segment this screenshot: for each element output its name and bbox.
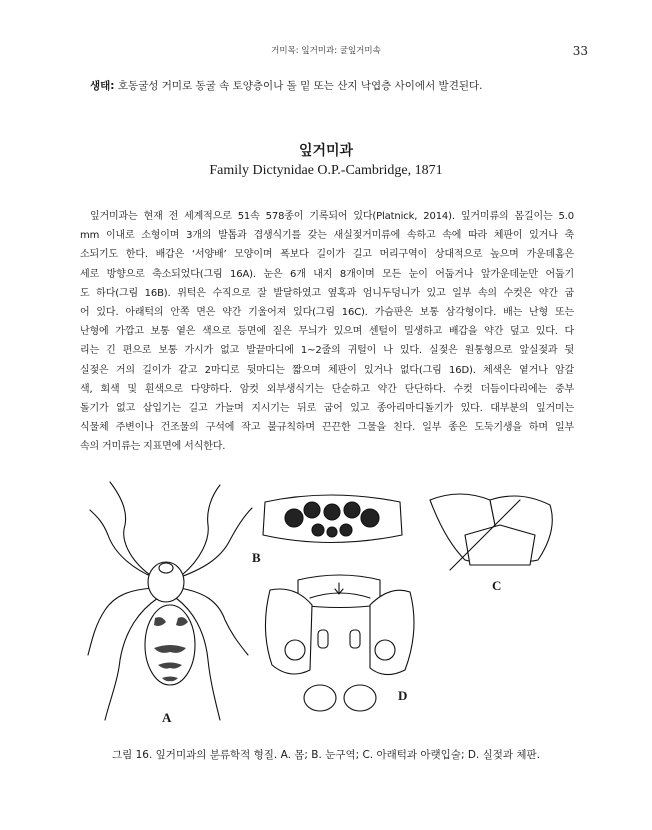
body-line: 색, 회색 및 흰색으로 다양하다. 암컷 외부생식기는 단순하고 약간 단단하다. 수컷 더듬이다리에는 중부 bbox=[80, 383, 574, 395]
figure-caption: 그림 16. 잎거미과의 분류학적 형질. A. 몸; B. 눈구역; C. 아래턱과 아랫입술; D. 실젖과 체판. bbox=[112, 749, 540, 761]
panel-label-c: C bbox=[492, 578, 502, 593]
panel-label-d: D bbox=[398, 688, 408, 703]
panel-b-eye-region-drawing bbox=[263, 495, 402, 543]
body-line: 식물체 주변이나 건조물의 구석에 작고 불규칙하며 끈끈한 그물을 친다. 일부 종은 도둑기생을 하며 일부 bbox=[80, 422, 574, 434]
body-line: 도 하다(그림 16B). 위턱은 수직으로 잘 발달하였고 옆혹과 엄니두덩니가 있고 일부 속의 수컷은 약간 굽 bbox=[80, 287, 574, 299]
body-line: 잎거미과는 현재 전 세계적으로 51속 578종이 기록되어 있다(Platnick, 2014). 잎거미류의 몸길이는 5.0 bbox=[90, 211, 574, 222]
family-korean-name: 잎거미과 bbox=[298, 143, 354, 159]
body-line: 돌기가 없고 삽입기는 길고 가늘며 지시기는 뒤로 굽어 있고 종아리마디돌기가 있다. 대부분의 잎거미는 bbox=[80, 403, 574, 415]
running-head: 거미목: 잎거미과: 굴잎거미속 bbox=[271, 46, 381, 56]
body-line: 리는 긴 편으로 보통 가시가 없고 발끝마디에 1~2줄의 귀털이 나 있다. 실젖은 원통형으로 앞실젖과 뒷 bbox=[80, 345, 574, 357]
panel-label-a: A bbox=[162, 710, 172, 725]
panel-label-b: B bbox=[252, 550, 261, 565]
figure-16 bbox=[80, 470, 580, 740]
body-line: 세로 방향으로 축소되었다(그림 16A). 눈은 6개 내지 8개이며 모든 눈이 어둡거나 앞가운데눈만 어둡기 bbox=[80, 268, 574, 280]
family-latin-name: Family Dictynidae O.P.-Cambridge, 1871 bbox=[209, 163, 443, 178]
panel-c-endites-labium-drawing bbox=[430, 494, 552, 570]
body-line: mm 이내로 소형이며 3개의 발톱과 겹생식기를 갖는 새실젖거미류에 속하고 속에 따라 체판이 있거나 축 bbox=[80, 230, 574, 242]
figure-illustration bbox=[80, 470, 580, 740]
panel-d-spinnerets-drawing bbox=[265, 575, 414, 711]
body-paragraph bbox=[80, 207, 574, 457]
habitat-text: 호동굴성 거미로 동굴 속 토양층이나 돌 밑 또는 산지 낙엽층 사이에서 발견된다. bbox=[117, 80, 483, 92]
body-line: 실젖은 거의 길이가 같고 2마디로 뒷마디는 짧으며 체판이 있거나 없다(그림 16D). 체색은 옅거나 암갈 bbox=[80, 364, 574, 376]
panel-a-spider-drawing bbox=[88, 482, 252, 720]
body-line: 속의 거미류는 지표면에 서식한다. bbox=[80, 441, 226, 453]
body-line: 소되기도 한다. 배갑은 ‘서양배’ 모양이며 폭보다 길이가 길고 머리구역이 상대적으로 높으며 가운데홈은 bbox=[80, 249, 574, 261]
body-line: 어 있다. 아래턱의 안쪽 면은 약간 기울어져 있다(그림 16C). 가슴판은 보통 삼각형이다. 배는 난형 또는 bbox=[80, 307, 574, 319]
body-line: 난형에 가깝고 보통 옅은 색으로 등면에 짙은 무늬가 있으며 센털이 밀생하고 배갑을 약간 덮고 있다. 다 bbox=[80, 326, 574, 338]
habitat-paragraph bbox=[90, 78, 590, 93]
page-number: 33 bbox=[572, 44, 588, 58]
habitat-label: 생태: bbox=[90, 80, 115, 92]
